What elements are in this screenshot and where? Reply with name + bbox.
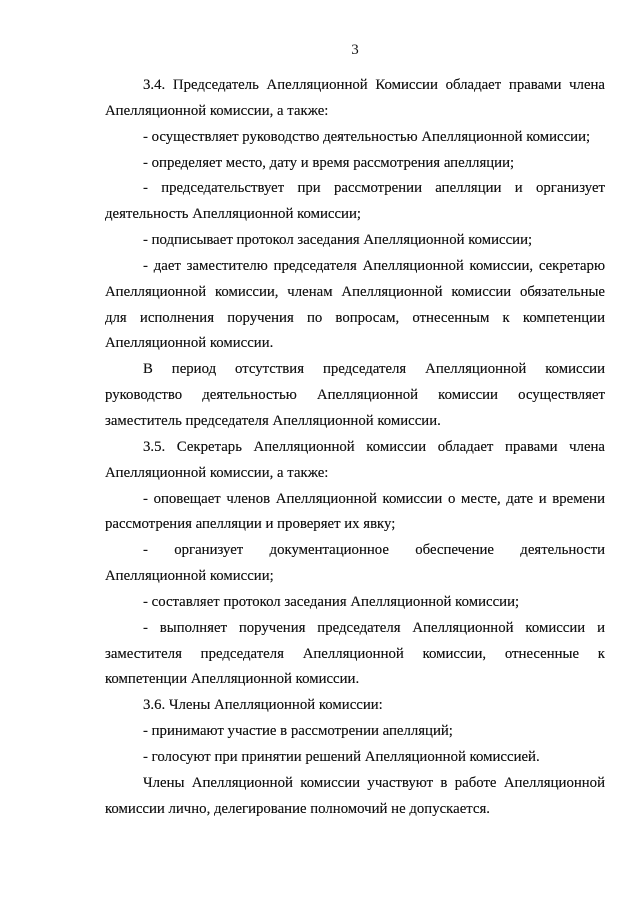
paragraph-line: Апелляционной комиссии, а также:: [105, 464, 329, 481]
paragraph-line: руководство деятельностью Апелляционной комиссии осуществляет: [105, 387, 605, 404]
paragraph-line: Апелляционной комиссии.: [105, 335, 274, 352]
paragraph-line: - организует документационное обеспечение деятельности: [143, 542, 605, 559]
paragraph-line: - дает заместителю председателя Апелляционной комиссии, секретарю: [143, 257, 605, 274]
paragraph: [105, 771, 605, 823]
paragraph-line: заместителя председателя Апелляционной комиссии, отнесенные к: [105, 645, 605, 662]
list-item: [105, 745, 605, 771]
paragraph-line: заместитель председателя Апелляционной комиссии.: [105, 412, 441, 429]
paragraph-line: Апелляционной комиссии, членам Апелляционной комиссии обязательные: [105, 283, 605, 300]
paragraph-line: - составляет протокол заседания Апелляционной комиссии;: [143, 593, 520, 610]
paragraph-line: рассмотрения апелляции и проверяет их явку;: [105, 516, 396, 533]
paragraph-line: - оповещает членов Апелляционной комиссии о месте, дате и времени: [143, 490, 605, 507]
list-item: [105, 151, 605, 177]
paragraph-line: - выполняет поручения председателя Апелляционной комиссии и: [143, 619, 605, 636]
paragraph-line: - принимают участие в рассмотрении апелляций;: [143, 723, 453, 740]
paragraph-line: Члены Апелляционной комиссии участвуют в работе Апелляционной: [143, 774, 605, 791]
document-body: [105, 73, 605, 822]
paragraph-line: комиссии лично, делегирование полномочий не допускается.: [105, 800, 490, 817]
paragraph-line: 3.5. Секретарь Апелляционной комиссии обладает правами члена: [143, 438, 605, 455]
list-item: [105, 176, 605, 228]
paragraph-line: 3.6. Члены Апелляционной комиссии:: [143, 697, 383, 714]
list-item: [105, 228, 605, 254]
list-item: [105, 590, 605, 616]
list-item: [105, 254, 605, 357]
paragraph-line: - определяет место, дату и время рассмотрения апелляции;: [143, 154, 515, 171]
page-number: 3: [351, 42, 359, 58]
paragraph-line: - председательствует при рассмотрении апелляции и организует: [143, 180, 605, 197]
paragraph: [105, 357, 605, 435]
paragraph-line: Апелляционной комиссии, а также:: [105, 102, 329, 119]
list-item: [105, 538, 605, 590]
paragraph-line: - осуществляет руководство деятельностью Апелляционной комиссии;: [143, 128, 591, 145]
paragraph-line: - подписывает протокол заседания Апелляционной комиссии;: [143, 232, 533, 249]
paragraph-line: Апелляционной комиссии;: [105, 568, 274, 585]
section-3-6-paragraph: [105, 693, 605, 719]
list-item: [105, 125, 605, 151]
paragraph-line: для исполнения поручения по вопросам, отнесенным к компетенции: [105, 309, 605, 326]
paragraph-line: - голосуют при принятии решений Апелляционной комиссией.: [143, 748, 540, 765]
section-3-4-paragraph: [105, 73, 605, 125]
section-3-5-paragraph: [105, 435, 605, 487]
paragraph-line: В период отсутствия председателя Апелляционной комиссии: [143, 361, 605, 378]
list-item: [105, 719, 605, 745]
paragraph-line: деятельность Апелляционной комиссии;: [105, 206, 361, 223]
paragraph-line: компетенции Апелляционной комиссии.: [105, 671, 360, 688]
list-item: [105, 616, 605, 694]
list-item: [105, 487, 605, 539]
paragraph-line: 3.4. Председатель Апелляционной Комиссии обладает правами члена: [143, 77, 605, 93]
